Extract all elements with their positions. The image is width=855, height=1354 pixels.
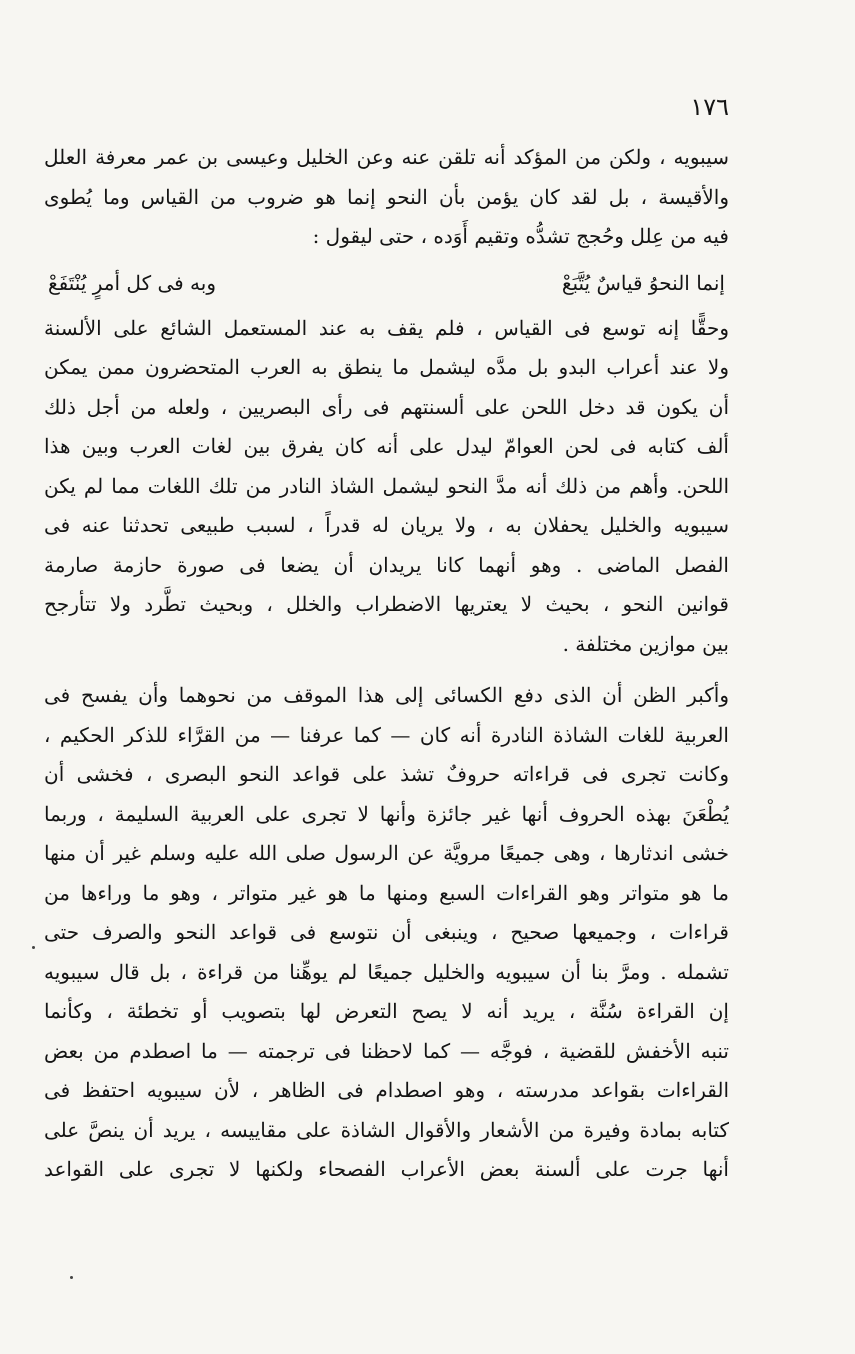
- text-line: فيه من عِلل وحُجج تشدُّه وتقيم أَوَده ، حتى ليقول :: [312, 224, 729, 248]
- page-number: ١٧٦: [690, 93, 729, 121]
- text-line: إن القراءة سُنَّة ، يريد أنه لا يصح التعرض لها بتصويب أو تخطئة ، وكأنما: [44, 999, 729, 1023]
- text-line: القراءات بقواعد مدرسته ، وهو اصطدام فى الظاهر ، لأن سيبويه احتفظ فى: [44, 1078, 729, 1102]
- text-line: الفصل الماضى . وهو أنهما كانا يريدان أن يضعا فى صورة حازمة صارمة: [44, 552, 729, 577]
- text-line: أنها جرت على ألسنة بعض الأعراب الفصحاء ولكنها لا تجرى على القواعد: [44, 1157, 729, 1181]
- text-line: قوانين النحو ، بحيث لا يعتريها الاضطراب والخلل ، وبحيث تطَّرد ولا تتأرجح: [44, 592, 729, 616]
- poetry-verse: [44, 257, 729, 309]
- scan-speck: [70, 1276, 73, 1279]
- text-line: اللحن. وأهم من ذلك أنه مدَّ النحو ليشمل الشاذ النادر من تلك اللغات مما لم يكن: [44, 473, 729, 498]
- verse-first-hemistich: إنما النحوُ قياسٌ يُتَّبَعْ: [561, 270, 725, 295]
- scan-speck: [32, 946, 35, 949]
- text-line: سيبويه ، ولكن من المؤكد أنه تلقن عنه وعن الخليل وعيسى بن عمر معرفة العلل: [44, 145, 729, 169]
- text-line: ولا عند أعراب البدو بل مدَّه ليشمل ما ينطق به العرب المتحضرون ممن يمكن: [44, 355, 729, 379]
- text-line: ألف كتابه فى لحن العوامّ ليدل على أنه كان يفرق بين لغات العرب وبين هذا: [44, 434, 729, 458]
- text-line: تشمله . ومرَّ بنا أن سيبويه والخليل جميعًا لم يوهِّنا من قراءة ، بل قال سيبويه: [44, 959, 729, 984]
- text-line: وكانت تجرى فى قراءاته حروفٌ تشذ على قواعد النحو البصرى ، فخشى أن: [44, 762, 729, 786]
- text-line: ما هو متواتر وهو القراءات السبع ومنها ما هو غير متواتر ، وهو ما وراءها من: [44, 880, 729, 905]
- text-line: سيبويه والخليل يحفلان به ، ولا يريان له قدراً ، لسبب طبيعى تحدثنا عنه فى: [44, 513, 729, 537]
- text-line: خشى اندثارها ، وهى جميعًا مرويَّة عن الرسول صلى الله عليه وسلم غير أن منها: [44, 841, 729, 865]
- body-text: [44, 138, 729, 1190]
- text-line: بين موازين مختلفة .: [562, 631, 729, 656]
- verse-second-hemistich: وبه فى كل أمرٍ يُنْتَفَعْ: [48, 270, 216, 295]
- text-line: يُطْعَنَ بهذه الحروف أنها غير جائزة وأنها لا تجرى على العربية السليمة ، وربما: [44, 801, 729, 826]
- text-line: وأكبر الظن أن الذى دفع الكسائى إلى هذا الموقف من نحوهما وأن يفسح فى: [44, 683, 729, 707]
- paragraph-gap: [44, 664, 729, 676]
- text-line: أن يكون قد دخل اللحن على ألسنتهم فى رأى البصريين ، ولعله من أجل ذلك: [44, 394, 729, 419]
- text-line: كتابه بمادة وفيرة من الأشعار والأقوال الشاذة على مقاييسه ، يريد أن ينصَّ على: [44, 1117, 729, 1142]
- text-line: وحقًّا إنه توسع فى القياس ، فلم يقف به عند المستعمل الشائع على الألسنة: [44, 315, 729, 340]
- text-line: والأقيسة ، بل لقد كان يؤمن بأن النحو إنما هو ضروب من القياس وما يُطوى: [44, 184, 729, 209]
- text-line: قراءات ، وجميعها صحيح ، وينبغى أن نتوسع فى قواعد النحو والصرف حتى: [44, 920, 729, 944]
- text-line: العربية للغات الشاذة النادرة أنه كان — كما عرفنا — من القرَّاء للذكر الحكيم ،: [44, 722, 729, 747]
- text-line: تنبه الأخفش للقضية ، فوجَّه — كما لاحظنا فى ترجمته — ما اصطدم من بعض: [44, 1038, 729, 1063]
